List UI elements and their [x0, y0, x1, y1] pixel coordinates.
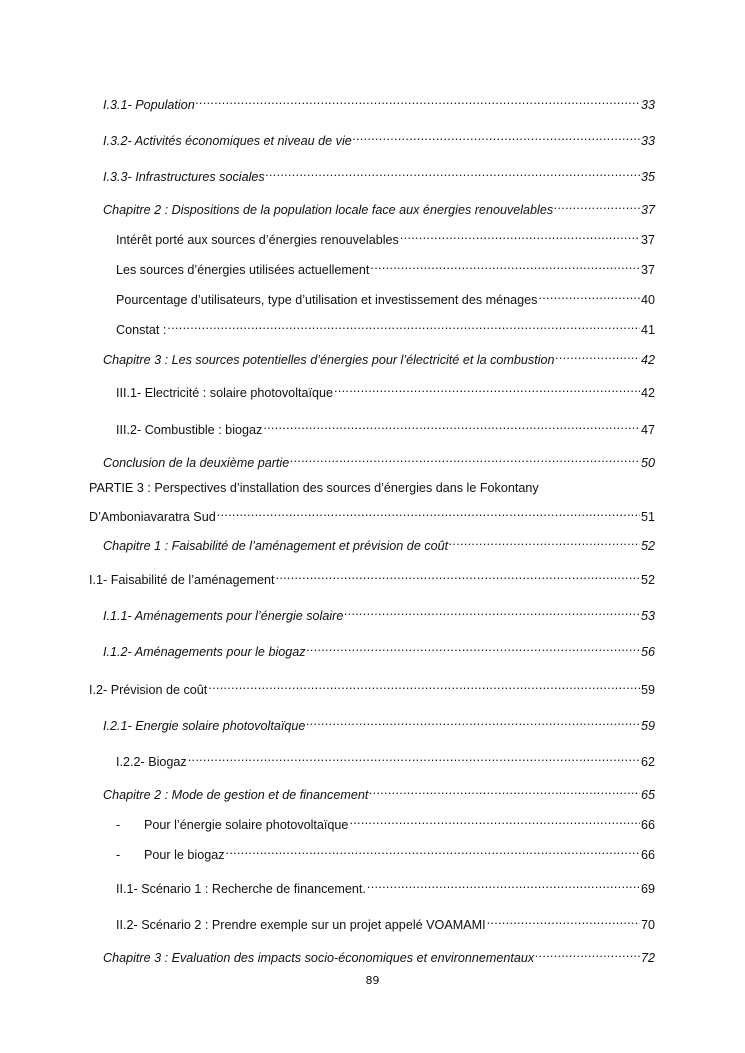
toc-entry-label: Chapitre 2 : Mode de gestion et de financement [103, 788, 369, 802]
bullet-dash: - [116, 848, 121, 862]
dot-leader [535, 944, 640, 962]
toc-entry-label: III.2- Combustible : biogaz [116, 423, 263, 437]
toc-entry-label: Intérêt porté aux sources d’énergies renouvelables [116, 233, 399, 247]
toc-entry-page: 59 [640, 719, 655, 733]
toc-entry-label: Chapitre 3 : Les sources potentielles d’énergies pour l’électricité et la combustion [103, 353, 555, 367]
dot-leader [538, 286, 640, 304]
toc-entry [103, 944, 655, 965]
toc-entry [103, 449, 655, 470]
toc-entry-label: Les sources d’énergies utilisées actuellement [116, 263, 370, 277]
toc-entry-label: D’Amboniavaratra Sud [89, 510, 216, 524]
dot-leader [367, 875, 640, 893]
dot-leader [369, 781, 640, 799]
toc-entry [103, 127, 655, 148]
toc-entry-page: 33 [640, 98, 655, 112]
bullet-dash: - [116, 818, 121, 832]
toc-entry-page: 47 [640, 423, 655, 437]
toc-entry-label: I.2.1- Energie solaire photovoltaïque [103, 719, 306, 733]
toc-entry [103, 712, 655, 733]
dot-leader [208, 676, 640, 694]
toc-entry-page: 51 [640, 510, 655, 524]
toc-entry-page: 52 [640, 573, 655, 587]
toc-entry [89, 676, 655, 697]
toc-entry [116, 811, 655, 832]
toc-entry-label: Chapitre 1 : Faisabilité de l’aménagement et prévision de coût [103, 539, 449, 553]
dot-leader [344, 602, 640, 620]
dot-leader [307, 638, 640, 656]
dot-leader [556, 346, 640, 364]
dot-leader [400, 226, 640, 244]
toc-entry-page: 33 [640, 134, 655, 148]
toc-entry-label: III.1- Electricité : solaire photovoltaïque [116, 386, 334, 400]
dot-leader [306, 712, 640, 730]
dot-leader [349, 811, 640, 829]
toc-entry [116, 256, 655, 277]
toc-entry-label: PARTIE 3 : Perspectives d’installation des sources d’énergies dans le Fokontany [89, 481, 539, 495]
toc-entry-label: I.2- Prévision de coût [89, 683, 208, 697]
toc-entry-label: II.2- Scénario 2 : Prendre exemple sur un projet appelé VOAMAMI [116, 918, 486, 932]
dot-leader [266, 163, 640, 181]
dot-leader [276, 566, 640, 584]
toc-entry-label: Constat : [116, 323, 167, 337]
toc-entry [116, 379, 655, 400]
toc-entry [103, 346, 655, 367]
toc-entry-label: I.1.1- Aménagements pour l’énergie solaire [103, 609, 344, 623]
toc-entry-label: I.3.1- Population [103, 98, 195, 112]
dot-leader [290, 449, 640, 467]
dot-leader [167, 316, 640, 334]
toc-entry [116, 748, 655, 769]
toc-entry-page: 42 [640, 353, 655, 367]
toc-entry-page: 72 [640, 951, 655, 965]
toc-entry-label: I.3.2- Activités économiques et niveau de vie [103, 134, 352, 148]
toc-entry-label: - Pour l’énergie solaire photovoltaïque [116, 818, 349, 832]
toc-entry-page: 62 [640, 755, 655, 769]
dot-leader [188, 748, 640, 766]
toc-entry-label: Conclusion de la deuxième partie [103, 456, 290, 470]
dot-leader [487, 911, 640, 929]
toc-entry-label: II.1- Scénario 1 : Recherche de financement. [116, 882, 366, 896]
toc-entry [116, 911, 655, 932]
toc-entry-page: 53 [640, 609, 655, 623]
toc-entry [89, 503, 655, 524]
toc-entry [116, 286, 655, 307]
toc-entry-page: 35 [640, 170, 655, 184]
toc-entry-page: 65 [640, 788, 655, 802]
toc-entry [116, 416, 655, 437]
toc-entry-page: 37 [640, 203, 655, 217]
toc-entry-page: 70 [640, 918, 655, 932]
dot-leader [554, 196, 640, 214]
toc-entry-label: Pourcentage d’utilisateurs, type d’utilisation et investissement des ménages [116, 293, 538, 307]
toc-entry [103, 638, 655, 659]
toc-entry-page: 37 [640, 233, 655, 247]
toc-entry-page: 66 [640, 818, 655, 832]
toc-entry-page: 42 [640, 386, 655, 400]
toc-entry-label: - Pour le biogaz [116, 848, 225, 862]
toc-entry [103, 781, 655, 802]
toc-entry-label: Chapitre 2 : Dispositions de la population locale face aux énergies renouvelables [103, 203, 554, 217]
toc-entry-label: I.3.3- Infrastructures sociales [103, 170, 265, 184]
toc-entry-label: I.1- Faisabilité de l’aménagement [89, 573, 275, 587]
dot-leader [334, 379, 640, 397]
dot-leader [263, 416, 640, 434]
toc-entry-label: I.1.2- Aménagements pour le biogaz [103, 645, 306, 659]
toc-entry [103, 91, 655, 112]
toc-entry-page: 40 [640, 293, 655, 307]
toc-entry-page: 66 [640, 848, 655, 862]
dot-leader [196, 91, 640, 109]
toc-entry-page: 41 [640, 323, 655, 337]
toc-entry [116, 226, 655, 247]
toc-entry-page: 56 [640, 645, 655, 659]
toc-entry-label: I.2.2- Biogaz [116, 755, 187, 769]
toc-entry [89, 566, 655, 587]
toc-entry-page: 50 [640, 456, 655, 470]
toc-entry-label: Chapitre 3 : Evaluation des impacts socio-économiques et environnementaux [103, 951, 535, 965]
toc-entry-page: 37 [640, 263, 655, 277]
dot-leader [226, 841, 640, 859]
toc-entry [116, 841, 655, 862]
toc-entry [116, 316, 655, 337]
page-number: 89 [365, 974, 380, 987]
toc-entry-page: 69 [640, 882, 655, 896]
dot-leader [370, 256, 640, 274]
toc-entry [103, 196, 655, 217]
toc-entry-page: 52 [640, 539, 655, 553]
dot-leader [353, 127, 640, 145]
toc-entry [116, 875, 655, 896]
toc-entry [103, 532, 655, 553]
toc-part-heading [89, 479, 539, 497]
toc-entry [103, 163, 655, 184]
dot-leader [217, 503, 640, 521]
toc-entry-page: 59 [640, 683, 655, 697]
toc-entry [103, 602, 655, 623]
dot-leader [449, 532, 640, 550]
